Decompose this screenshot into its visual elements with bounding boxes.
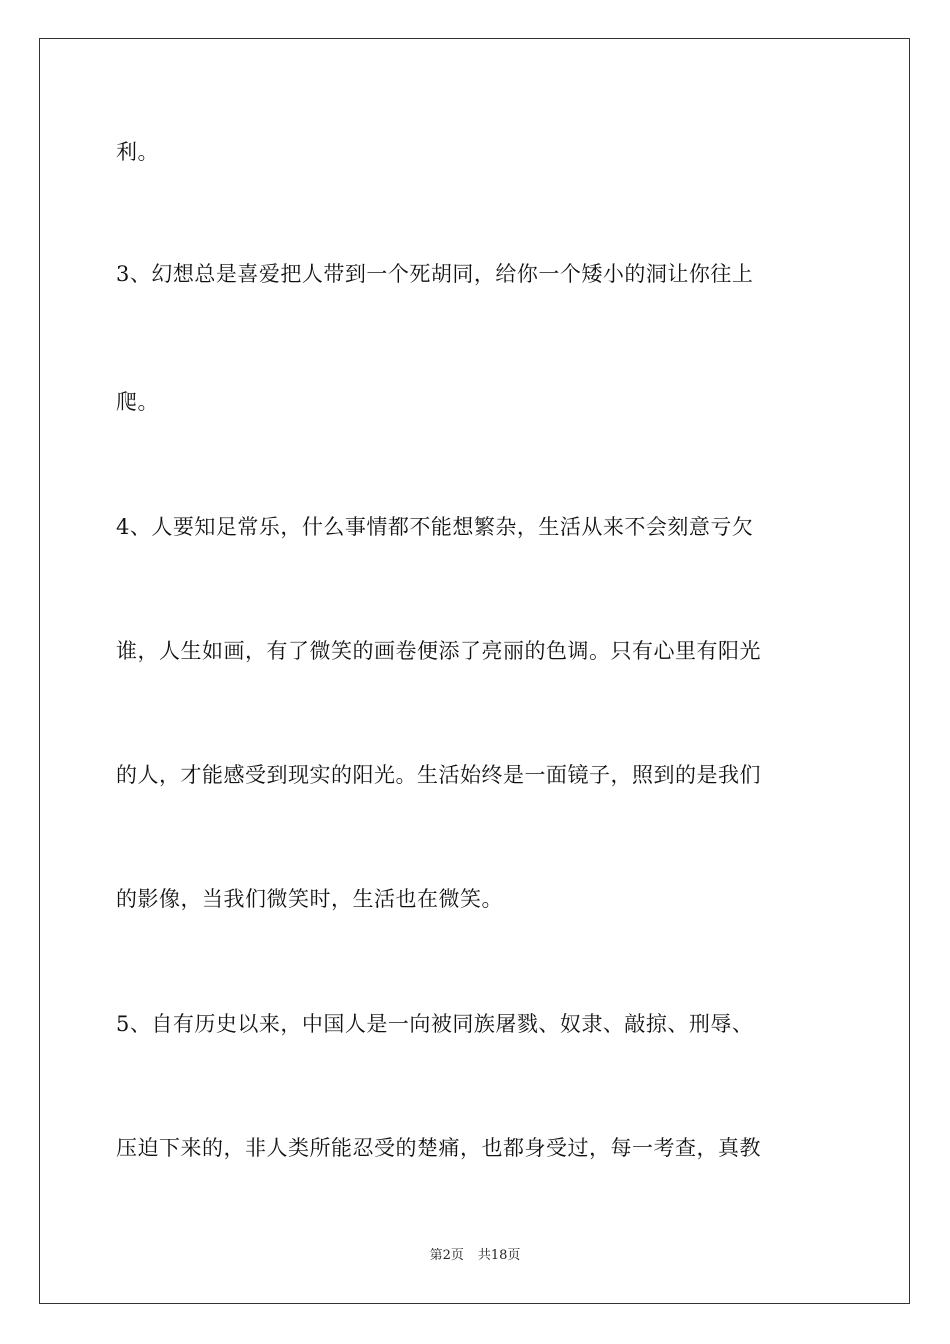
page-footer (0, 1247, 950, 1265)
page-number: 第2页 (429, 1248, 464, 1263)
text-line-1: 利。 (116, 140, 159, 164)
text-line-3: 爬。 (116, 390, 159, 414)
text-line-9: 压迫下来的，非人类所能忍受的楚痛，也都身受过，每一考查，真教 (116, 1136, 761, 1160)
text-line-5: 谁，人生如画，有了微笑的画卷便添了亮丽的色调。只有心里有阳光 (116, 639, 761, 663)
total-pages: 共18页 (477, 1248, 521, 1263)
text-line-8: 5、自有历史以来，中国人是一向被同族屠戮、奴隶、敲掠、刑辱、 (116, 1012, 754, 1036)
text-line-6: 的人，才能感受到现实的阳光。生活始终是一面镜子，照到的是我们 (116, 763, 761, 787)
text-line-4: 4、人要知足常乐，什么事情都不能想繁杂，生活从来不会刻意亏欠 (116, 515, 754, 539)
text-line-7: 的影像，当我们微笑时，生活也在微笑。 (116, 887, 503, 911)
text-line-2: 3、幻想总是喜爱把人带到一个死胡同，给你一个矮小的洞让你往上 (116, 262, 754, 286)
page-frame (39, 38, 910, 1304)
